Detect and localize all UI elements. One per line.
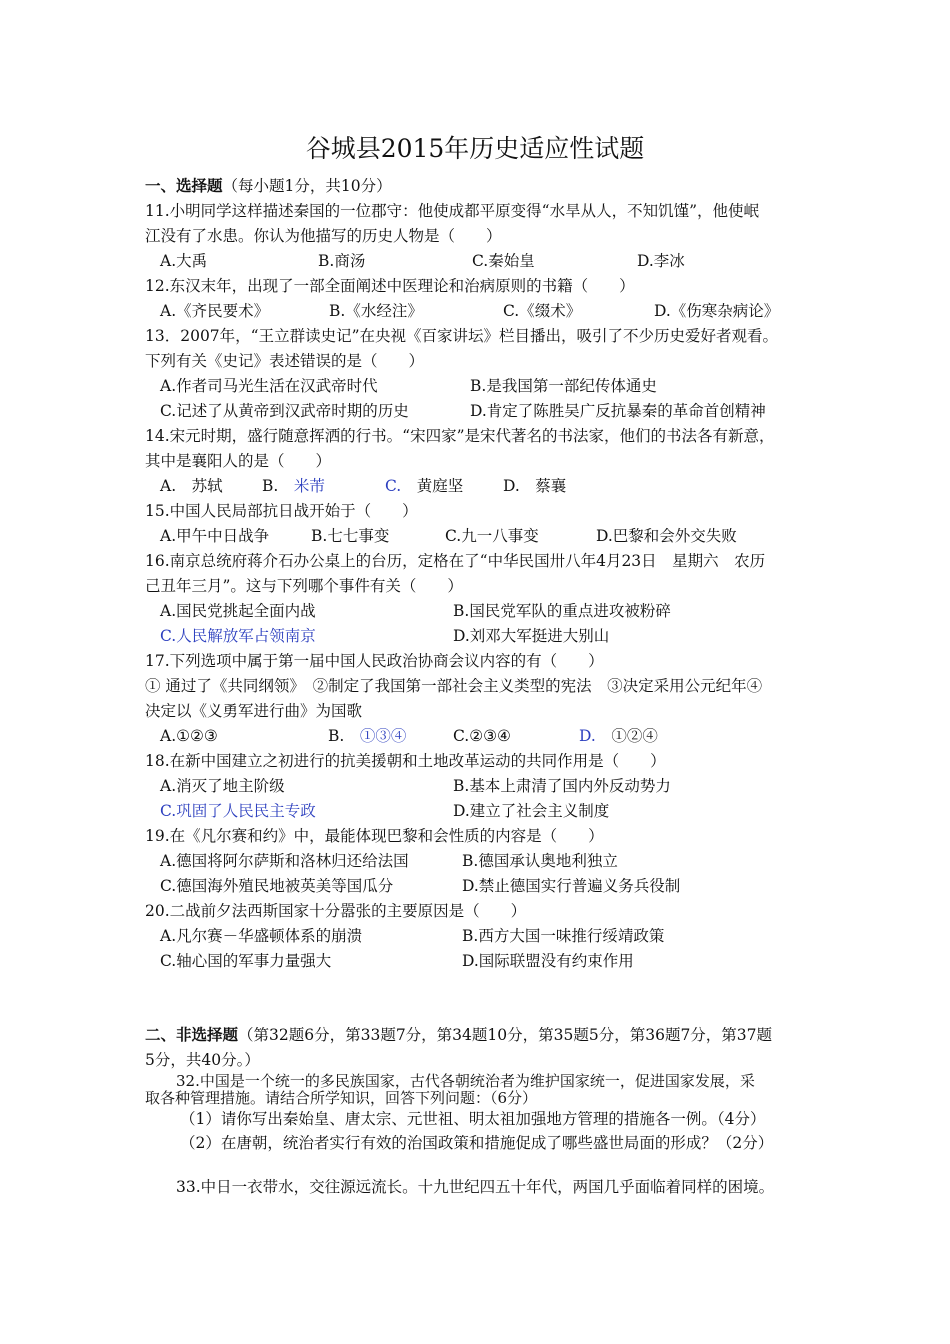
q16-option-d: D.刘邓大军挺进大别山 [453, 627, 610, 645]
q17-option-b-text: ①③④ [359, 727, 407, 745]
q17-stem-line1: 17.下列选项中属于第一届中国人民政治协商会议内容的有（ ） [145, 652, 604, 670]
q20-option-b: B.西方大国一味推行绥靖政策 [462, 927, 665, 945]
q18-option-c: C.巩固了人民民主专政 [160, 802, 316, 820]
section1-heading: 一、选择题 [145, 176, 223, 195]
q13-option-d: D.肯定了陈胜吴广反抗暴秦的革命首创精神 [470, 402, 766, 420]
q11-stem-line1: 11.小明同学这样描述秦国的一位郡守：他使成都平原变得“水旱从人，不知饥馑”，他使岷 [145, 202, 760, 220]
q14-option-c-label: C. [385, 477, 402, 495]
q13-option-a: A.作者司马光生活在汉武帝时代 [160, 377, 378, 395]
q18-stem-line1: 18.在新中国建立之初进行的抗美援朝和土地改革运动的共同作用是（ ） [145, 752, 666, 770]
q19-stem-line1: 19.在《凡尔赛和约》中，最能体现巴黎和会性质的内容是（ ） [145, 827, 604, 845]
section1-header [145, 175, 392, 197]
q13-stem-line2: 下列有关《史记》表述错误的是（ ） [145, 352, 425, 370]
q17-option-b-label: B. [328, 727, 345, 745]
q15-option-c: C.九一八事变 [445, 527, 539, 545]
q18-option-d: D.建立了社会主义制度 [453, 802, 610, 820]
q17-stem-line2: ① 通过了《共同纲领》 ②制定了我国第一部社会主义类型的宪法 ③决定采用公元纪年④ [145, 677, 763, 695]
q15-option-b: B.七七事变 [311, 527, 390, 545]
q20-option-c: C.轴心国的军事力量强大 [160, 952, 332, 970]
q14-option-d: D. 蔡襄 [503, 477, 567, 495]
section2-note-line2: 5分，共40分。） [145, 1051, 260, 1069]
q14-option-b [262, 475, 325, 497]
section2-note-line1: （第32题6分，第33题7分，第34题10分，第35题5分，第36题7分，第37题 [238, 1026, 773, 1044]
q18-option-b: B.基本上肃清了国内外反动势力 [453, 777, 671, 795]
q15-option-d: D.巴黎和会外交失败 [596, 527, 737, 545]
q17-option-b [328, 725, 406, 747]
q17-option-a: A.①②③ [160, 727, 218, 745]
page-title: 谷城县2015年历史适应性试题 [305, 134, 645, 163]
q12-stem-line1: 12.东汉末年，出现了一部全面阐述中医理论和治病原则的书籍（ ） [145, 277, 635, 295]
section1-note: （每小题1分，共10分） [222, 177, 392, 195]
q12-option-d: D.《伤寒杂病论》 [654, 302, 780, 320]
q11-option-c: C.秦始皇 [472, 252, 535, 270]
q14-option-c [385, 475, 463, 497]
q17-option-c: C.②③④ [453, 727, 511, 745]
q15-stem-line1: 15.中国人民局部抗日战开始于（ ） [145, 502, 418, 520]
section2-heading: 二、非选择题 [145, 1025, 239, 1044]
q11-option-a: A.大禹 [160, 252, 208, 270]
q20-option-a: A.凡尔赛－华盛顿体系的崩溃 [160, 927, 363, 945]
q19-option-c: C.德国海外殖民地被英美等国瓜分 [160, 877, 394, 895]
q16-stem-line1: 16.南京总统府蒋介石办公桌上的台历，定格在了“中华民国卅八年4月23日 星期六 农历 [145, 552, 766, 570]
q14-option-c-text: 黄庭坚 [416, 477, 464, 495]
q16-stem-line2: 己丑年三月”。这与下列哪个事件有关（ ） [145, 577, 463, 595]
q11-option-b: B.商汤 [318, 252, 366, 270]
q14-option-b-label: B. [262, 477, 279, 495]
q18-option-a: A.消灭了地主阶级 [160, 777, 285, 795]
q16-option-a: A.国民党挑起全面内战 [160, 602, 316, 620]
q16-option-b: B.国民党军队的重点进攻被粉碎 [453, 602, 671, 620]
q17-stem-line3: 决定以《义勇军进行曲》为国歌 [145, 702, 363, 720]
q14-option-a: A. 苏轼 [160, 477, 223, 495]
q20-stem-line1: 20.二战前夕法西斯国家十分嚣张的主要原因是（ ） [145, 902, 527, 920]
q32-stem-line1: 32.中国是一个统一的多民族国家，古代各朝统治者为维护国家统一，促进国家发展，采 [176, 1072, 755, 1090]
q19-option-a: A.德国将阿尔萨斯和洛林归还给法国 [160, 852, 409, 870]
q13-option-c: C.记述了从黄帝到汉武帝时期的历史 [160, 402, 409, 420]
q12-option-b: B.《水经注》 [329, 302, 423, 320]
section2-header [145, 1024, 772, 1046]
q20-option-d: D.国际联盟没有约束作用 [462, 952, 634, 970]
q11-option-d: D.李冰 [637, 252, 685, 270]
q17-option-d-text: ①②④ [611, 727, 658, 745]
q16-option-c: C.人民解放军占领南京 [160, 627, 316, 645]
q14-stem-line1: 14.宋元时期，盛行随意挥洒的行书。“宋四家”是宋代著名的书法家，他们的书法各有新意， [145, 427, 775, 445]
q15-option-a: A.甲午中日战争 [160, 527, 270, 545]
q11-stem-line2: 江没有了水患。你认为他描写的历史人物是（ ） [145, 227, 502, 245]
q17-option-d [579, 725, 658, 747]
q12-option-a: A.《齐民要术》 [160, 302, 270, 320]
q19-option-d: D.禁止德国实行普遍义务兵役制 [462, 877, 681, 895]
q32-subquestion-1: （1）请你写出秦始皇、唐太宗、元世祖、明太祖加强地方管理的措施各一例。（4分） [180, 1110, 766, 1128]
q32-stem-line2: 取各种管理措施。请结合所学知识，回答下列问题：（6分） [145, 1089, 538, 1107]
q14-stem-line2: 其中是襄阳人的是（ ） [145, 452, 332, 470]
q14-option-b-text: 米芾 [293, 477, 325, 495]
q13-stem-line1: 13．2007年，“王立群读史记”在央视《百家讲坛》栏目播出，吸引了不少历史爱好者观看。 [145, 327, 779, 345]
q32-subquestion-2: （2）在唐朝，统治者实行有效的治国政策和措施促成了哪些盛世局面的形成？（2分） [180, 1134, 774, 1152]
q33-stem-line1: 33.中日一衣带水，交往源远流长。十九世纪四五十年代，两国几乎面临着同样的困境。 [176, 1178, 775, 1196]
q12-option-c: C.《缀术》 [503, 302, 582, 320]
q19-option-b: B.德国承认奥地利独立 [462, 852, 618, 870]
q17-option-d-label: D. [579, 727, 596, 745]
q13-option-b: B.是我国第一部纪传体通史 [470, 377, 657, 395]
